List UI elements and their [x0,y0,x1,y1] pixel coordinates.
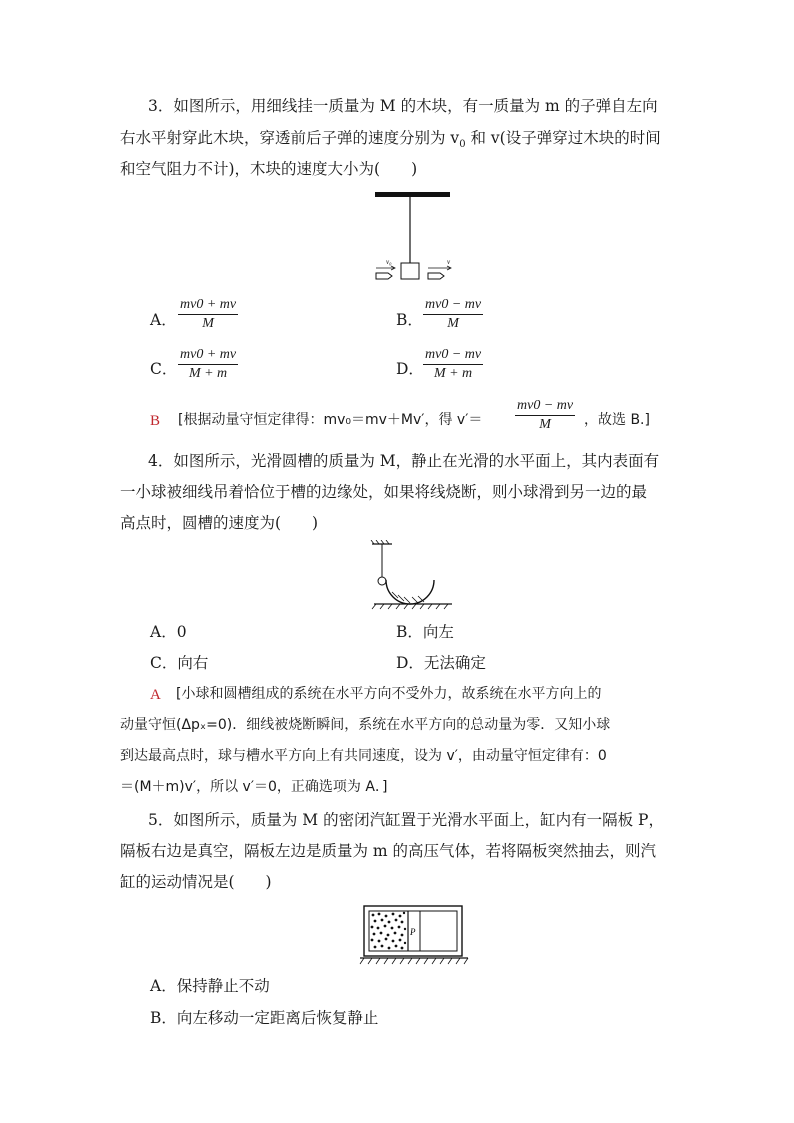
q3-line2-text: 右水平射穿此木块，穿透前后子弹的速度分别为 v [120,129,460,147]
q3-answer-text-b: ，故选 B.] [584,412,650,428]
q3-answer-letter [150,410,160,431]
q3-answer-num: mv0 − mv [515,398,575,416]
q4-option-d: D．无法确定 [396,654,486,672]
q5-line3: 缸的运动情况是( ) [120,873,272,891]
q4-line3: 高点时，圆槽的速度为( ) [120,514,319,532]
q5-line2: 隔板右边是真空，隔板左边是质量为 m 的高压气体，若将隔板突然抽去，则汽 [120,842,657,860]
label-v: v [447,258,451,266]
q4-option-a: A．0 [150,623,187,641]
q3-line2-text-b: 和 v(设子弹穿过木块的时间 [465,129,661,147]
q3-option-c-num: mv0 + mv [178,347,238,365]
q3-option-b-num: mv0 − mv [423,297,483,315]
q3-answer-den: M [539,417,551,432]
q4-exp-line1: [小球和圆槽组成的系统在水平方向不受外力，故系统在水平方向上的 [176,686,602,702]
groove [386,580,434,604]
q3-option-b-fraction [423,297,483,332]
q5-option-b: B．向左移动一定距离后恢复静止 [150,1009,379,1027]
q4-answer-letter [150,684,161,705]
label-p: P [410,927,416,937]
ball [378,577,386,585]
q3-option-b-label: B． [396,311,423,329]
q3-option-d-label: D． [396,360,424,378]
q5-figure [358,902,470,970]
q4-exp-line2: 动量守恒(Δpₓ=0)．细线被烧断瞬间，系统在水平方向的总动量为零．又知小球 [120,717,611,733]
q3-option-a-den: M [202,316,214,331]
q4-exp-line3: 到达最高点时，球与槽水平方向上有共同速度，设为 v′，由动量守恒定律有：0 [120,748,607,764]
q4-line1: 4．如图所示，光滑圆槽的质量为 M，静止在光滑的水平面上，其内表面有 [148,452,660,470]
q3-option-b-den: M [447,316,459,331]
bullet-right [428,273,444,279]
q3-line2 [120,128,661,155]
q3-line1: 3．如图所示，用细线挂一质量为 M 的木块，有一质量为 m 的子弹自左向 [148,97,658,115]
q3-line3: 和空气阻力不计)，木块的速度大小为( ) [120,160,418,178]
ceiling-bar [375,192,450,197]
q3-answer-fraction [515,398,575,433]
q3-option-a-label: A． [150,311,177,329]
label-v0: v₀ [386,258,392,266]
q4-figure [368,540,458,612]
q3-answer-text: [根据动量守恒定律得：mv₀＝mv＋Mv′，得 v′＝ [178,412,483,428]
wood-block [401,263,419,279]
q4-option-b: B．向左 [396,623,454,641]
q5-option-a: A．保持静止不动 [150,977,270,995]
q3-option-a-fraction [178,297,238,332]
q5-line1: 5．如图所示，质量为 M 的密闭汽缸置于光滑水平面上，缸内有一隔板 P， [148,811,664,829]
q4-answer-letter-text: A [150,687,161,703]
q3-option-d-fraction [423,347,483,382]
q3-figure [370,188,460,288]
q3-option-c-label: C． [150,360,178,378]
q3-option-d-den: M + m [433,366,473,381]
q3-option-c-den: M + m [188,366,228,381]
q4-exp-line4: ＝(M＋m)v′，所以 v′＝0，正确选项为 A．] [120,779,388,795]
q3-option-d-num: mv0 − mv [423,347,483,365]
q3-option-a-num: mv0 + mv [178,297,238,315]
q4-option-c: C．向右 [150,654,209,672]
bullet-left [376,273,392,279]
q3-line2-sub: 0 [459,139,466,151]
q4-line2: 一小球被细线吊着恰位于槽的边缘处，如果将线烧断，则小球滑到另一边的最 [120,483,648,501]
q3-option-c-fraction [178,347,238,382]
q3-answer-letter-text: B [150,413,161,429]
